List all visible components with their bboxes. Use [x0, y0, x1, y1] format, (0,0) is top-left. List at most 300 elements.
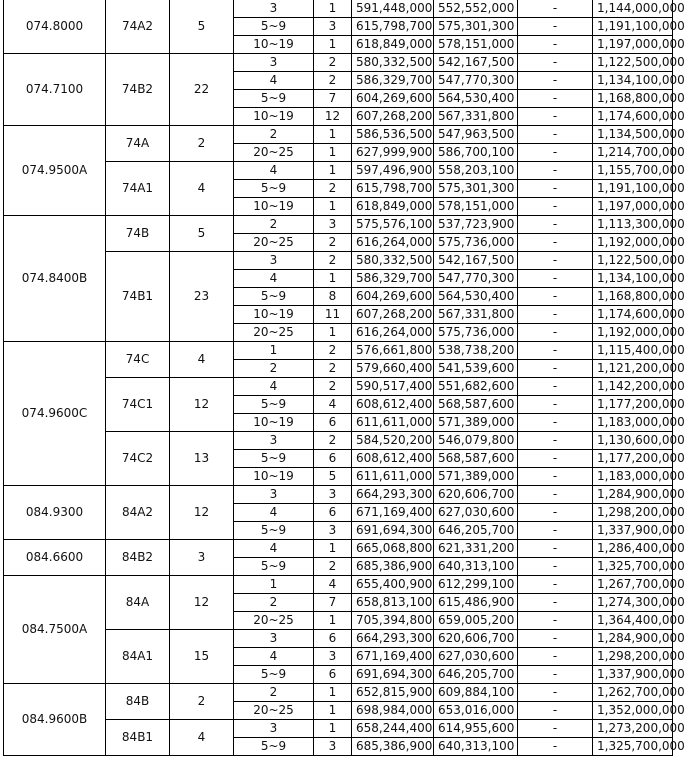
units-cell: 5: [314, 468, 352, 486]
vat-cell: -: [518, 144, 593, 162]
land-price-cell: 611,611,000: [352, 414, 434, 432]
vat-cell: -: [518, 486, 593, 504]
vat-cell: -: [518, 234, 593, 252]
land-price-cell: 608,612,400: [352, 396, 434, 414]
type-cell: 74B1: [106, 252, 170, 342]
floor-cell: 2: [234, 126, 314, 144]
units-cell: 1: [314, 270, 352, 288]
units-cell: 1: [314, 684, 352, 702]
vat-cell: -: [518, 198, 593, 216]
type-count-cell: 4: [170, 342, 234, 378]
units-cell: 3: [314, 648, 352, 666]
land-price-cell: 580,332,500: [352, 54, 434, 72]
type-cell: 74A2: [106, 0, 170, 54]
units-cell: 6: [314, 414, 352, 432]
building-price-cell: 578,151,000: [434, 198, 518, 216]
total-price-cell: 1,286,400,000: [593, 540, 673, 558]
building-price-cell: 546,079,800: [434, 432, 518, 450]
floor-cell: 20~25: [234, 702, 314, 720]
units-cell: 2: [314, 252, 352, 270]
units-cell: 1: [314, 144, 352, 162]
units-cell: 7: [314, 90, 352, 108]
table-row: [4, 342, 673, 360]
type-count-cell: 23: [170, 252, 234, 342]
total-price-cell: 1,134,100,000: [593, 72, 673, 90]
units-cell: 1: [314, 126, 352, 144]
land-price-cell: 665,068,800: [352, 540, 434, 558]
type-count-cell: 12: [170, 486, 234, 540]
units-cell: 2: [314, 558, 352, 576]
building-price-cell: 646,205,700: [434, 522, 518, 540]
total-price-cell: 1,174,600,000: [593, 306, 673, 324]
land-price-cell: 671,169,400: [352, 648, 434, 666]
building-price-cell: 564,530,400: [434, 90, 518, 108]
floor-cell: 4: [234, 540, 314, 558]
units-cell: 2: [314, 342, 352, 360]
vat-cell: -: [518, 216, 593, 234]
total-price-cell: 1,197,000,000: [593, 198, 673, 216]
units-cell: 2: [314, 72, 352, 90]
building-price-cell: 659,005,200: [434, 612, 518, 630]
total-price-cell: 1,192,000,000: [593, 324, 673, 342]
building-price-cell: 542,167,500: [434, 252, 518, 270]
land-price-cell: 591,448,000: [352, 0, 434, 18]
floor-cell: 10~19: [234, 468, 314, 486]
unit-code-cell: 074.7100: [4, 54, 106, 126]
total-price-cell: 1,115,400,000: [593, 342, 673, 360]
total-price-cell: 1,197,000,000: [593, 36, 673, 54]
land-price-cell: 685,386,900: [352, 558, 434, 576]
vat-cell: -: [518, 72, 593, 90]
type-cell: 84B2: [106, 540, 170, 576]
units-cell: 1: [314, 540, 352, 558]
units-cell: 2: [314, 234, 352, 252]
total-price-cell: 1,168,800,000: [593, 288, 673, 306]
total-price-cell: 1,274,300,000: [593, 594, 673, 612]
type-count-cell: 4: [170, 162, 234, 216]
building-price-cell: 627,030,600: [434, 648, 518, 666]
land-price-cell: 658,813,100: [352, 594, 434, 612]
floor-cell: 20~25: [234, 144, 314, 162]
units-cell: 1: [314, 612, 352, 630]
total-price-cell: 1,122,500,000: [593, 252, 673, 270]
units-cell: 1: [314, 0, 352, 18]
type-cell: 84A1: [106, 630, 170, 684]
land-price-cell: 615,798,700: [352, 18, 434, 36]
floor-cell: 5~9: [234, 288, 314, 306]
type-count-cell: 5: [170, 216, 234, 252]
building-price-cell: 568,587,600: [434, 396, 518, 414]
units-cell: 2: [314, 180, 352, 198]
unit-code-cell: 084.6600: [4, 540, 106, 576]
land-price-cell: 597,496,900: [352, 162, 434, 180]
total-price-cell: 1,155,700,000: [593, 162, 673, 180]
building-price-cell: 558,203,100: [434, 162, 518, 180]
type-count-cell: 15: [170, 630, 234, 684]
floor-cell: 3: [234, 252, 314, 270]
land-price-cell: 584,520,200: [352, 432, 434, 450]
building-price-cell: 571,389,000: [434, 414, 518, 432]
type-cell: 74A: [106, 126, 170, 162]
total-price-cell: 1,122,500,000: [593, 54, 673, 72]
building-price-cell: 575,736,000: [434, 324, 518, 342]
vat-cell: -: [518, 0, 593, 18]
vat-cell: -: [518, 540, 593, 558]
vat-cell: -: [518, 450, 593, 468]
vat-cell: -: [518, 252, 593, 270]
building-price-cell: 640,313,100: [434, 738, 518, 756]
units-cell: 6: [314, 450, 352, 468]
vat-cell: -: [518, 126, 593, 144]
units-cell: 3: [314, 216, 352, 234]
land-price-cell: 586,329,700: [352, 270, 434, 288]
floor-cell: 5~9: [234, 738, 314, 756]
land-price-cell: 576,661,800: [352, 342, 434, 360]
vat-cell: -: [518, 342, 593, 360]
floor-cell: 5~9: [234, 396, 314, 414]
land-price-cell: 664,293,300: [352, 486, 434, 504]
units-cell: 7: [314, 594, 352, 612]
total-price-cell: 1,298,200,000: [593, 648, 673, 666]
building-price-cell: 547,770,300: [434, 72, 518, 90]
building-price-cell: 627,030,600: [434, 504, 518, 522]
floor-cell: 20~25: [234, 234, 314, 252]
land-price-cell: 627,999,900: [352, 144, 434, 162]
floor-cell: 5~9: [234, 450, 314, 468]
land-price-cell: 698,984,000: [352, 702, 434, 720]
type-cell: 84A: [106, 576, 170, 630]
vat-cell: -: [518, 360, 593, 378]
units-cell: 1: [314, 702, 352, 720]
floor-cell: 4: [234, 270, 314, 288]
building-price-cell: 640,313,100: [434, 558, 518, 576]
land-price-cell: 652,815,900: [352, 684, 434, 702]
unit-code-cell: 074.8400B: [4, 216, 106, 342]
units-cell: 2: [314, 378, 352, 396]
units-cell: 3: [314, 486, 352, 504]
total-price-cell: 1,325,700,000: [593, 738, 673, 756]
land-price-cell: 616,264,000: [352, 234, 434, 252]
land-price-cell: 655,400,900: [352, 576, 434, 594]
type-count-cell: 13: [170, 432, 234, 486]
land-price-cell: 618,849,000: [352, 198, 434, 216]
land-price-cell: 664,293,300: [352, 630, 434, 648]
total-price-cell: 1,262,700,000: [593, 684, 673, 702]
building-price-cell: 575,301,300: [434, 180, 518, 198]
type-count-cell: 22: [170, 54, 234, 126]
total-price-cell: 1,298,200,000: [593, 504, 673, 522]
floor-cell: 10~19: [234, 414, 314, 432]
vat-cell: -: [518, 108, 593, 126]
land-price-cell: 590,517,400: [352, 378, 434, 396]
building-price-cell: 621,331,200: [434, 540, 518, 558]
table-row: [4, 684, 673, 702]
vat-cell: -: [518, 522, 593, 540]
units-cell: 3: [314, 18, 352, 36]
total-price-cell: 1,177,200,000: [593, 396, 673, 414]
vat-cell: -: [518, 162, 593, 180]
floor-cell: 5~9: [234, 558, 314, 576]
land-price-cell: 611,611,000: [352, 468, 434, 486]
total-price-cell: 1,352,000,000: [593, 702, 673, 720]
land-price-cell: 580,332,500: [352, 252, 434, 270]
building-price-cell: 547,770,300: [434, 270, 518, 288]
units-cell: 11: [314, 306, 352, 324]
total-price-cell: 1,192,000,000: [593, 234, 673, 252]
total-price-cell: 1,130,600,000: [593, 432, 673, 450]
total-price-cell: 1,364,400,000: [593, 612, 673, 630]
type-cell: 74C2: [106, 432, 170, 486]
total-price-cell: 1,267,700,000: [593, 576, 673, 594]
unit-code-cell: 084.9600B: [4, 684, 106, 756]
vat-cell: -: [518, 414, 593, 432]
floor-cell: 10~19: [234, 36, 314, 54]
type-cell: 84A2: [106, 486, 170, 540]
building-price-cell: 620,606,700: [434, 486, 518, 504]
unit-code-cell: 074.8000: [4, 0, 106, 54]
building-price-cell: 542,167,500: [434, 54, 518, 72]
type-count-cell: 3: [170, 540, 234, 576]
type-count-cell: 12: [170, 576, 234, 630]
land-price-cell: 579,660,400: [352, 360, 434, 378]
total-price-cell: 1,134,500,000: [593, 126, 673, 144]
floor-cell: 3: [234, 630, 314, 648]
vat-cell: -: [518, 54, 593, 72]
floor-cell: 3: [234, 486, 314, 504]
floor-cell: 1: [234, 576, 314, 594]
land-price-cell: 685,386,900: [352, 738, 434, 756]
floor-cell: 5~9: [234, 90, 314, 108]
total-price-cell: 1,177,200,000: [593, 450, 673, 468]
vat-cell: -: [518, 504, 593, 522]
building-price-cell: 538,738,200: [434, 342, 518, 360]
units-cell: 1: [314, 720, 352, 738]
type-count-cell: 2: [170, 684, 234, 720]
table-row: [4, 0, 673, 18]
floor-cell: 4: [234, 504, 314, 522]
floor-cell: 2: [234, 216, 314, 234]
table-row: [4, 486, 673, 504]
land-price-cell: 604,269,600: [352, 90, 434, 108]
total-price-cell: 1,191,100,000: [593, 18, 673, 36]
units-cell: 6: [314, 630, 352, 648]
units-cell: 4: [314, 396, 352, 414]
table-row: [4, 576, 673, 594]
type-cell: 74B2: [106, 54, 170, 126]
floor-cell: 10~19: [234, 198, 314, 216]
total-price-cell: 1,191,100,000: [593, 180, 673, 198]
table-row: [4, 126, 673, 144]
total-price-cell: 1,183,000,000: [593, 468, 673, 486]
building-price-cell: 547,963,500: [434, 126, 518, 144]
unit-code-cell: 074.9500A: [4, 126, 106, 216]
building-price-cell: 575,301,300: [434, 18, 518, 36]
units-cell: 2: [314, 360, 352, 378]
units-cell: 4: [314, 576, 352, 594]
price-table-body: [4, 0, 685, 756]
type-count-cell: 2: [170, 126, 234, 162]
total-price-cell: 1,134,100,000: [593, 270, 673, 288]
land-price-cell: 604,269,600: [352, 288, 434, 306]
vat-cell: -: [518, 378, 593, 396]
land-price-cell: 586,329,700: [352, 72, 434, 90]
vat-cell: -: [518, 684, 593, 702]
land-price-cell: 691,694,300: [352, 666, 434, 684]
land-price-cell: 575,576,100: [352, 216, 434, 234]
building-price-cell: 615,486,900: [434, 594, 518, 612]
units-cell: 2: [314, 432, 352, 450]
price-table: [3, 0, 685, 756]
building-price-cell: 586,700,100: [434, 144, 518, 162]
land-price-cell: 705,394,800: [352, 612, 434, 630]
vat-cell: -: [518, 18, 593, 36]
units-cell: 6: [314, 666, 352, 684]
land-price-cell: 615,798,700: [352, 180, 434, 198]
floor-cell: 20~25: [234, 612, 314, 630]
units-cell: 1: [314, 162, 352, 180]
units-cell: 1: [314, 36, 352, 54]
type-cell: 84B: [106, 684, 170, 720]
vat-cell: -: [518, 306, 593, 324]
land-price-cell: 658,244,400: [352, 720, 434, 738]
land-price-cell: 618,849,000: [352, 36, 434, 54]
vat-cell: -: [518, 576, 593, 594]
unit-code-cell: 084.9300: [4, 486, 106, 540]
units-cell: 12: [314, 108, 352, 126]
land-price-cell: 671,169,400: [352, 504, 434, 522]
units-cell: 1: [314, 198, 352, 216]
floor-cell: 3: [234, 432, 314, 450]
total-price-cell: 1,113,300,000: [593, 216, 673, 234]
table-row: [4, 540, 673, 558]
vat-cell: -: [518, 558, 593, 576]
vat-cell: -: [518, 432, 593, 450]
vat-cell: -: [518, 630, 593, 648]
type-count-cell: 12: [170, 378, 234, 432]
type-cell: 74C: [106, 342, 170, 378]
vat-cell: -: [518, 90, 593, 108]
floor-cell: 10~19: [234, 306, 314, 324]
floor-cell: 4: [234, 162, 314, 180]
land-price-cell: 586,536,500: [352, 126, 434, 144]
unit-code-cell: 084.7500A: [4, 576, 106, 684]
building-price-cell: 653,016,000: [434, 702, 518, 720]
building-price-cell: 646,205,700: [434, 666, 518, 684]
units-cell: 6: [314, 504, 352, 522]
building-price-cell: 552,552,000: [434, 0, 518, 18]
total-price-cell: 1,121,200,000: [593, 360, 673, 378]
floor-cell: 5~9: [234, 522, 314, 540]
building-price-cell: 568,587,600: [434, 450, 518, 468]
building-price-cell: 537,723,900: [434, 216, 518, 234]
vat-cell: -: [518, 324, 593, 342]
land-price-cell: 616,264,000: [352, 324, 434, 342]
vat-cell: -: [518, 288, 593, 306]
type-count-cell: 4: [170, 720, 234, 756]
units-cell: 1: [314, 324, 352, 342]
vat-cell: -: [518, 720, 593, 738]
building-price-cell: 564,530,400: [434, 288, 518, 306]
building-price-cell: 609,884,100: [434, 684, 518, 702]
land-price-cell: 691,694,300: [352, 522, 434, 540]
total-price-cell: 1,214,700,000: [593, 144, 673, 162]
vat-cell: -: [518, 396, 593, 414]
floor-cell: 5~9: [234, 666, 314, 684]
total-price-cell: 1,174,600,000: [593, 108, 673, 126]
building-price-cell: 614,955,600: [434, 720, 518, 738]
building-price-cell: 567,331,800: [434, 108, 518, 126]
building-price-cell: 567,331,800: [434, 306, 518, 324]
type-count-cell: 5: [170, 0, 234, 54]
units-cell: 3: [314, 522, 352, 540]
floor-cell: 10~19: [234, 108, 314, 126]
vat-cell: -: [518, 612, 593, 630]
vat-cell: -: [518, 666, 593, 684]
units-cell: 2: [314, 54, 352, 72]
total-price-cell: 1,284,900,000: [593, 630, 673, 648]
building-price-cell: 575,736,000: [434, 234, 518, 252]
floor-cell: 2: [234, 684, 314, 702]
vat-cell: -: [518, 36, 593, 54]
floor-cell: 4: [234, 648, 314, 666]
total-price-cell: 1,142,200,000: [593, 378, 673, 396]
total-price-cell: 1,183,000,000: [593, 414, 673, 432]
table-row: [4, 54, 673, 72]
land-price-cell: 608,612,400: [352, 450, 434, 468]
building-price-cell: 612,299,100: [434, 576, 518, 594]
total-price-cell: 1,284,900,000: [593, 486, 673, 504]
unit-code-cell: 074.9600C: [4, 342, 106, 486]
vat-cell: -: [518, 468, 593, 486]
type-cell: 84B1: [106, 720, 170, 756]
building-price-cell: 551,682,600: [434, 378, 518, 396]
building-price-cell: 571,389,000: [434, 468, 518, 486]
total-price-cell: 1,273,200,000: [593, 720, 673, 738]
table-row: [4, 216, 673, 234]
total-price-cell: 1,144,000,000: [593, 0, 673, 18]
floor-cell: 2: [234, 594, 314, 612]
units-cell: 8: [314, 288, 352, 306]
floor-cell: 5~9: [234, 18, 314, 36]
total-price-cell: 1,168,800,000: [593, 90, 673, 108]
total-price-cell: 1,337,900,000: [593, 522, 673, 540]
type-cell: 74C1: [106, 378, 170, 432]
floor-cell: 2: [234, 360, 314, 378]
land-price-cell: 607,268,200: [352, 108, 434, 126]
type-cell: 74A1: [106, 162, 170, 216]
vat-cell: -: [518, 702, 593, 720]
building-price-cell: 578,151,000: [434, 36, 518, 54]
floor-cell: 5~9: [234, 180, 314, 198]
vat-cell: -: [518, 180, 593, 198]
type-cell: 74B: [106, 216, 170, 252]
units-cell: 3: [314, 738, 352, 756]
floor-cell: 3: [234, 54, 314, 72]
total-price-cell: 1,337,900,000: [593, 666, 673, 684]
building-price-cell: 541,539,600: [434, 360, 518, 378]
vat-cell: -: [518, 270, 593, 288]
floor-cell: 3: [234, 0, 314, 18]
total-price-cell: 1,325,700,000: [593, 558, 673, 576]
vat-cell: -: [518, 648, 593, 666]
floor-cell: 20~25: [234, 324, 314, 342]
floor-cell: 4: [234, 378, 314, 396]
floor-cell: 4: [234, 72, 314, 90]
vat-cell: -: [518, 594, 593, 612]
land-price-cell: 607,268,200: [352, 306, 434, 324]
floor-cell: 1: [234, 342, 314, 360]
floor-cell: 3: [234, 720, 314, 738]
